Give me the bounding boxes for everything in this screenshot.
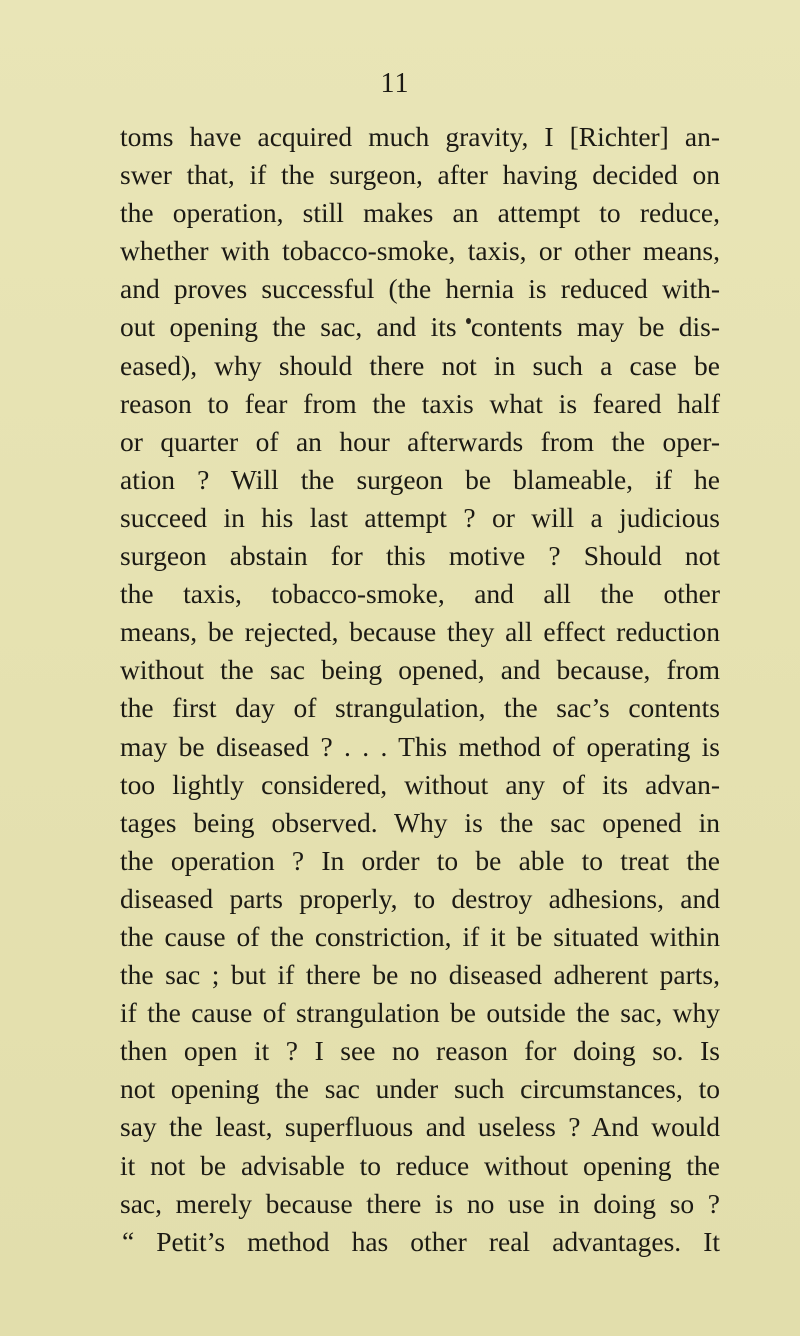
- text-line: say the least, superfluous and useless ? And would: [120, 1111, 720, 1143]
- text-line: may be diseased ? . . . This method of operating is: [120, 730, 720, 762]
- text-line: toms have acquired much gravity, I [Richter] an-: [120, 121, 720, 152]
- page-number: 11: [380, 68, 410, 99]
- text-line: without the sac being opened, and because, from: [120, 654, 720, 686]
- text-line: the taxis, tobacco-smoke, and all the other: [120, 578, 720, 610]
- text-line: then open it ? I see no reason for doing so. Is: [120, 1035, 720, 1067]
- text-line: out opening the sac, and its contents may be dis-: [120, 311, 720, 343]
- text-line: if the cause of strangulation be outside the sac, why: [120, 997, 720, 1029]
- text-line: succeed in his last attempt ? or will a judicious: [120, 501, 720, 533]
- text-line: it not be advisable to reduce without opening the: [120, 1149, 720, 1181]
- text-line: “ Petit’s method has other real advantages. It: [122, 1225, 720, 1257]
- text-line: means, be rejected, because they all effect reduction: [120, 616, 720, 648]
- body-text: [120, 118, 720, 1261]
- text-line: reason to fear from the taxis what is feared half: [120, 387, 720, 419]
- text-line: swer that, if the surgeon, after having decided on: [120, 159, 720, 191]
- text-line: the first day of strangulation, the sac’s contents: [120, 692, 720, 724]
- text-line: ation ? Will the surgeon be blameable, if he: [120, 463, 720, 495]
- text-line: and proves successful (the hernia is reduced with-: [120, 273, 720, 305]
- text-line: the cause of the constriction, if it be situated within: [120, 920, 720, 952]
- text-line: the operation, still makes an attempt to reduce,: [120, 197, 720, 229]
- text-line: tages being observed. Why is the sac opened in: [120, 806, 720, 838]
- text-line: or quarter of an hour afterwards from the oper-: [120, 425, 720, 457]
- text-line: eased), why should there not in such a case be: [120, 349, 720, 381]
- text-line: too lightly considered, without any of its advan-: [120, 768, 720, 800]
- text-line: surgeon abstain for this motive ? Should not: [120, 540, 720, 572]
- text-line: diseased parts properly, to destroy adhesions, and: [120, 882, 720, 914]
- text-line: whether with tobacco-smoke, taxis, or other means,: [120, 235, 720, 267]
- text-line: the sac ; but if there be no diseased adherent parts,: [120, 959, 720, 991]
- text-line: sac, merely because there is no use in doing so ?: [120, 1187, 720, 1219]
- text-line: not opening the sac under such circumstances, to: [120, 1073, 720, 1105]
- text-line: the operation ? In order to be able to treat the: [120, 844, 720, 876]
